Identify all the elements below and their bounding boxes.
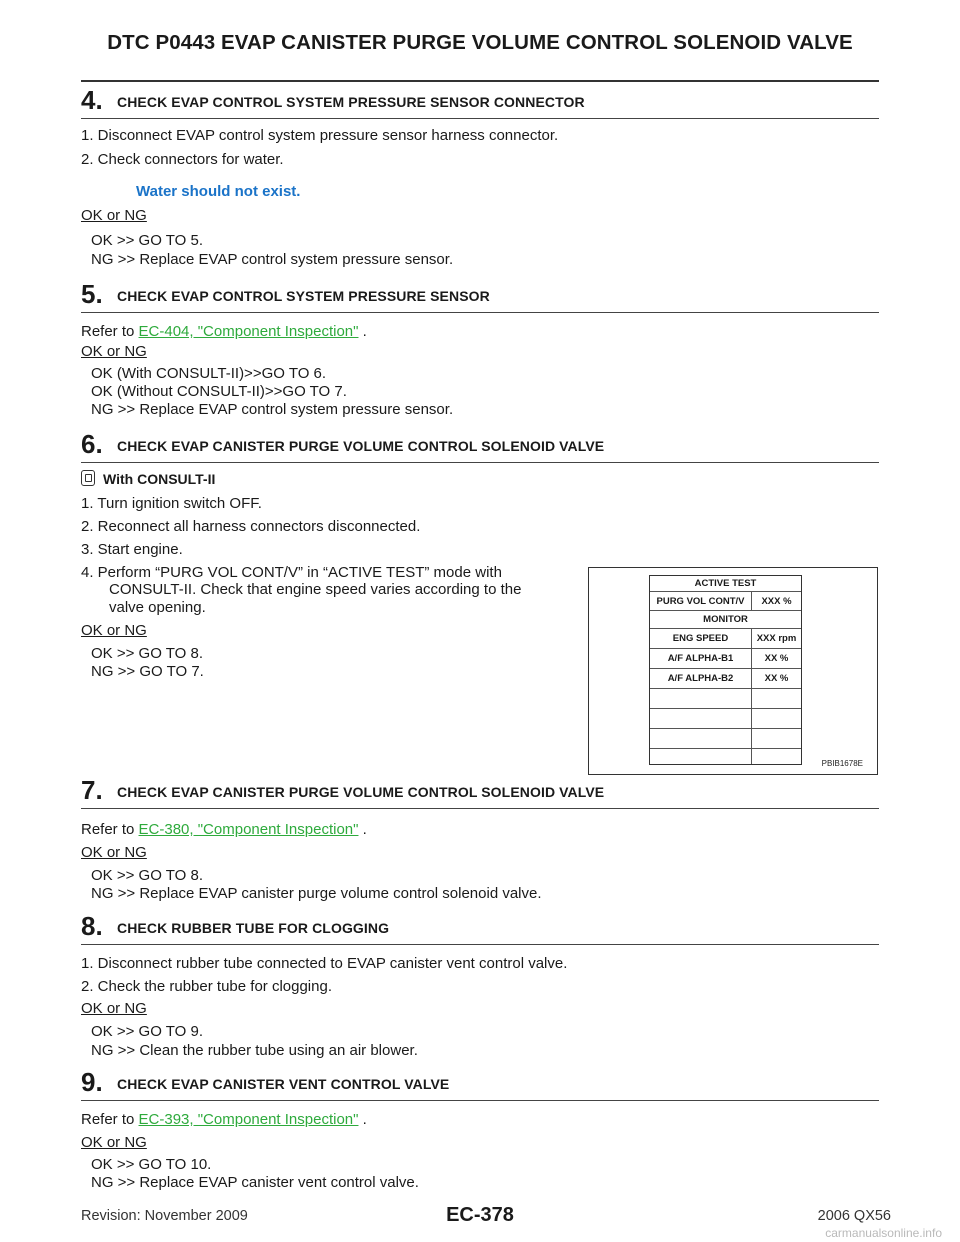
watermark: carmanualsonline.info <box>825 1226 942 1240</box>
empty-row <box>650 689 801 709</box>
component-inspection-link[interactable]: EC-393, "Component Inspection" <box>138 1111 359 1128</box>
component-inspection-link[interactable]: EC-404, "Component Inspection" <box>138 323 359 340</box>
step-title: CHECK EVAP CANISTER VENT CONTROL VALVE <box>117 1076 450 1092</box>
monitor-item-label: ENG SPEED <box>672 633 729 644</box>
page-number: EC-378 <box>446 1204 514 1226</box>
refer-text: Refer to <box>81 821 139 838</box>
spec-text: Water should not exist. <box>136 183 301 200</box>
monitor-item-value: XX % <box>764 653 789 664</box>
refer-tail: . <box>358 821 367 838</box>
step-number: 9. <box>81 1067 103 1097</box>
refer-tail: . <box>358 323 367 340</box>
column-divider <box>751 592 752 610</box>
ng-result: NG >> Clean the rubber tube using an air blower. <box>91 1042 418 1059</box>
ng-result: NG >> GO TO 7. <box>91 663 204 680</box>
ok-result: OK >> GO TO 5. <box>91 232 203 249</box>
instruction: 2. Check the rubber tube for clogging. <box>81 978 332 995</box>
monitor-label: MONITOR <box>703 614 748 625</box>
step-title: CHECK EVAP CONTROL SYSTEM PRESSURE SENSOR CONNECTOR <box>117 94 585 110</box>
revision-date: Revision: November 2009 <box>81 1208 248 1224</box>
screen-header-row <box>650 611 801 629</box>
figure-code: PBIB1678E <box>821 759 863 768</box>
ok-or-ng-label: OK or NG <box>81 844 147 861</box>
monitor-item-label: A/F ALPHA-B1 <box>667 653 734 664</box>
refer-tail: . <box>358 1111 367 1128</box>
with-consult-line <box>81 470 215 489</box>
with-consult-label: With CONSULT-II <box>103 471 216 487</box>
refer-text: Refer to <box>81 323 139 340</box>
instruction: 2. Reconnect all harness connectors disconnected. <box>81 518 421 535</box>
ok-or-ng-label: OK or NG <box>81 343 147 360</box>
empty-row <box>650 729 801 749</box>
ng-result: NG >> Replace EVAP control system pressure sensor. <box>91 401 454 418</box>
ok-or-ng-label: OK or NG <box>81 1000 147 1017</box>
ok-result: OK >> GO TO 9. <box>91 1023 203 1040</box>
consult-tool-icon <box>81 470 95 486</box>
step-title: CHECK EVAP CANISTER PURGE VOLUME CONTROL SOLENOID VALVE <box>117 438 605 454</box>
step-9-heading <box>81 1066 879 1101</box>
page-title: DTC P0443 EVAP CANISTER PURGE VOLUME CONTROL SOLENOID VALVE <box>107 31 853 54</box>
instruction-continued: CONSULT-II. Check that engine speed varies according to the <box>109 581 522 598</box>
step-6-heading <box>81 428 879 463</box>
purg-vol-label: PURG VOL CONT/V <box>656 595 745 607</box>
screen-row <box>650 669 801 689</box>
step-8-heading <box>81 910 879 945</box>
step-number: 7. <box>81 775 103 805</box>
instruction: 3. Start engine. <box>81 541 183 558</box>
ok-or-ng-label: OK or NG <box>81 207 147 224</box>
ok-result: OK (With CONSULT-II)>>GO TO 6. <box>91 365 327 382</box>
step-5-heading <box>81 278 879 313</box>
screen-header-row <box>650 576 801 592</box>
active-test-label: ACTIVE TEST <box>694 578 757 589</box>
ok-result: OK (Without CONSULT-II)>>GO TO 7. <box>91 383 347 400</box>
ng-result: NG >> Replace EVAP control system pressure sensor. <box>91 251 454 268</box>
active-test-screen <box>649 575 802 765</box>
title-divider <box>81 80 879 82</box>
screen-row <box>650 649 801 669</box>
instruction-continued: valve opening. <box>109 599 206 616</box>
instruction: 1. Disconnect EVAP control system pressure sensor harness connector. <box>81 127 559 144</box>
instruction: 1. Disconnect rubber tube connected to EVAP canister vent control valve. <box>81 955 568 972</box>
consult-screen-figure <box>588 567 878 775</box>
ok-or-ng-label: OK or NG <box>81 622 147 639</box>
instruction: 1. Turn ignition switch OFF. <box>81 495 262 512</box>
refer-text: Refer to <box>81 1111 139 1128</box>
monitor-item-label: A/F ALPHA-B2 <box>667 673 734 684</box>
screen-row <box>650 629 801 649</box>
component-inspection-link[interactable]: EC-380, "Component Inspection" <box>138 821 359 838</box>
ok-result: OK >> GO TO 10. <box>91 1156 212 1173</box>
ng-result: NG >> Replace EVAP canister purge volume control solenoid valve. <box>91 885 542 902</box>
step-title: CHECK RUBBER TUBE FOR CLOGGING <box>117 920 390 936</box>
refer-line <box>81 1110 367 1129</box>
step-title: CHECK EVAP CONTROL SYSTEM PRESSURE SENSOR <box>117 288 490 304</box>
instruction: 4. Perform “PURG VOL CONT/V” in “ACTIVE TEST” mode with <box>81 564 502 581</box>
purg-vol-value: XXX % <box>761 595 792 607</box>
step-title: CHECK EVAP CANISTER PURGE VOLUME CONTROL SOLENOID VALVE <box>117 784 605 800</box>
monitor-item-value: XXX rpm <box>756 633 797 644</box>
refer-line <box>81 820 367 839</box>
step-number: 4. <box>81 85 103 115</box>
ok-result: OK >> GO TO 8. <box>91 867 203 884</box>
screen-row <box>650 592 801 611</box>
instruction: 2. Check connectors for water. <box>81 151 284 168</box>
step-number: 8. <box>81 911 103 941</box>
column-divider <box>751 629 752 764</box>
model-year: 2006 QX56 <box>817 1208 891 1224</box>
step-7-heading <box>81 774 879 809</box>
ok-result: OK >> GO TO 8. <box>91 645 203 662</box>
step-number: 5. <box>81 279 103 309</box>
refer-line <box>81 322 367 341</box>
ok-or-ng-label: OK or NG <box>81 1134 147 1151</box>
step-number: 6. <box>81 429 103 459</box>
step-4-heading <box>81 84 879 119</box>
monitor-item-value: XX % <box>764 673 789 684</box>
empty-row <box>650 709 801 729</box>
ng-result: NG >> Replace EVAP canister vent control valve. <box>91 1174 419 1191</box>
